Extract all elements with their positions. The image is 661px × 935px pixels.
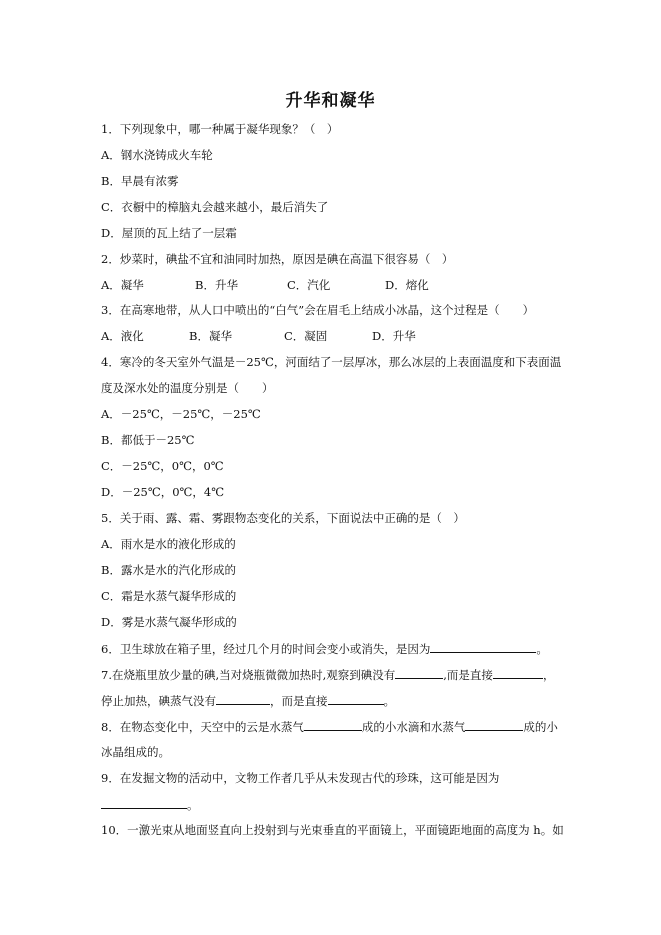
q7-blank-1[interactable] bbox=[395, 666, 443, 679]
q4-option-c: C．－25℃，0℃，0℃ bbox=[101, 459, 224, 473]
q8-line1 bbox=[101, 718, 558, 735]
q9-answer-blank[interactable] bbox=[101, 796, 187, 809]
q2-option-c: C．汽化 bbox=[287, 278, 331, 292]
q1-option-c: C．衣橱中的樟脑丸会越来越小，最后消失了 bbox=[101, 200, 329, 214]
q8-text-c: 成的小 bbox=[523, 720, 558, 734]
q7-blank-3[interactable] bbox=[216, 692, 270, 705]
q10-stem: 10．一激光束从地面竖直向上投射到与光束垂直的平面镜上，平面镜距地面的高度为 h。如 bbox=[101, 823, 564, 837]
q9-text-end: 。 bbox=[187, 798, 199, 812]
q2-option-b: B．升华 bbox=[195, 278, 238, 292]
q5-option-a: A．雨水是水的液化形成的 bbox=[101, 537, 236, 551]
q1-option-a: A．钢水浇铸成火车轮 bbox=[101, 148, 213, 162]
q5-option-c: C．霜是水蒸气凝华形成的 bbox=[101, 589, 237, 603]
q8-blank-1[interactable] bbox=[304, 718, 362, 731]
q7-blank-4[interactable] bbox=[328, 692, 384, 705]
q4-option-b: B．都低于－25℃ bbox=[101, 433, 195, 447]
q7-line2 bbox=[101, 692, 395, 709]
q2-stem: 2．炒菜时，碘盐不宜和油同时加热，原因是碘在高温下很容易（ ） bbox=[101, 252, 454, 266]
q7-text-c: ， bbox=[542, 668, 555, 682]
q4-stem-line2: 度及深水处的温度分别是（ ） bbox=[101, 381, 274, 395]
q3-options bbox=[101, 328, 416, 344]
q6-answer-blank[interactable] bbox=[430, 640, 536, 653]
q7-text-e: ，而是直接 bbox=[270, 694, 328, 708]
q2-option-a: A．凝华 bbox=[101, 278, 144, 292]
q7-text-a: 7.在烧瓶里放少量的碘,当对烧瓶微微加热时,观察到碘没有 bbox=[101, 668, 396, 682]
q7-line1 bbox=[101, 666, 554, 683]
q7-text-f: 。 bbox=[383, 694, 395, 708]
q6-text-end: 。 bbox=[536, 642, 548, 656]
q4-stem-line1: 4．寒冷的冬天室外气温是－25℃，河面结了一层厚冰，那么冰层的上表面温度和下表面温 bbox=[101, 355, 562, 369]
q1-option-d: D．屋顶的瓦上结了一层霜 bbox=[101, 226, 237, 240]
q3-option-d: D．升华 bbox=[372, 329, 416, 343]
q3-option-b: B．凝华 bbox=[189, 329, 232, 343]
q2-options bbox=[101, 277, 429, 293]
q3-option-a: A．液化 bbox=[101, 329, 144, 343]
page-title: 升华和凝华 bbox=[285, 91, 376, 111]
q8-text-b: 成的小水滴和水蒸气 bbox=[361, 720, 466, 734]
q1-option-b: B．早晨有浓雾 bbox=[101, 174, 179, 188]
q5-option-d: D．雾是水蒸气凝华形成的 bbox=[101, 615, 237, 629]
q3-option-c: C．凝固 bbox=[284, 329, 328, 343]
q7-blank-2[interactable] bbox=[493, 666, 543, 679]
q3-stem: 3．在高寒地带，从人口中喷出的“白气”会在眉毛上结成小冰晶，这个过程是（ ） bbox=[101, 303, 535, 317]
q5-stem: 5．关于雨、露、霜、雾跟物态变化的关系，下面说法中正确的是（ ） bbox=[101, 511, 465, 525]
q7-text-b: ,而是直接 bbox=[443, 668, 493, 682]
q6-line bbox=[101, 640, 548, 657]
q5-option-b: B．露水是水的汽化形成的 bbox=[101, 563, 236, 577]
q9-line2 bbox=[101, 796, 199, 813]
q2-option-d: D．熔化 bbox=[385, 278, 429, 292]
q1-stem: 1．下列现象中，哪一种属于凝华现象？（ ） bbox=[101, 122, 339, 136]
q8-text-a: 8．在物态变化中，天空中的云是水蒸气 bbox=[101, 720, 304, 734]
q9-line1: 9．在发掘文物的活动中，文物工作者几乎从未发现古代的珍珠，这可能是因为 bbox=[101, 771, 500, 785]
q7-text-d: 停止加热，碘蒸气没有 bbox=[101, 694, 216, 708]
q4-option-a: A．－25℃，－25℃，－25℃ bbox=[101, 407, 261, 421]
q8-line2: 冰晶组成的。 bbox=[101, 745, 170, 759]
q8-blank-2[interactable] bbox=[465, 718, 523, 731]
q6-text: 6．卫生球放在箱子里，经过几个月的时间会变小或消失，是因为 bbox=[101, 642, 431, 656]
q4-option-d: D．－25℃，0℃，4℃ bbox=[101, 485, 225, 499]
